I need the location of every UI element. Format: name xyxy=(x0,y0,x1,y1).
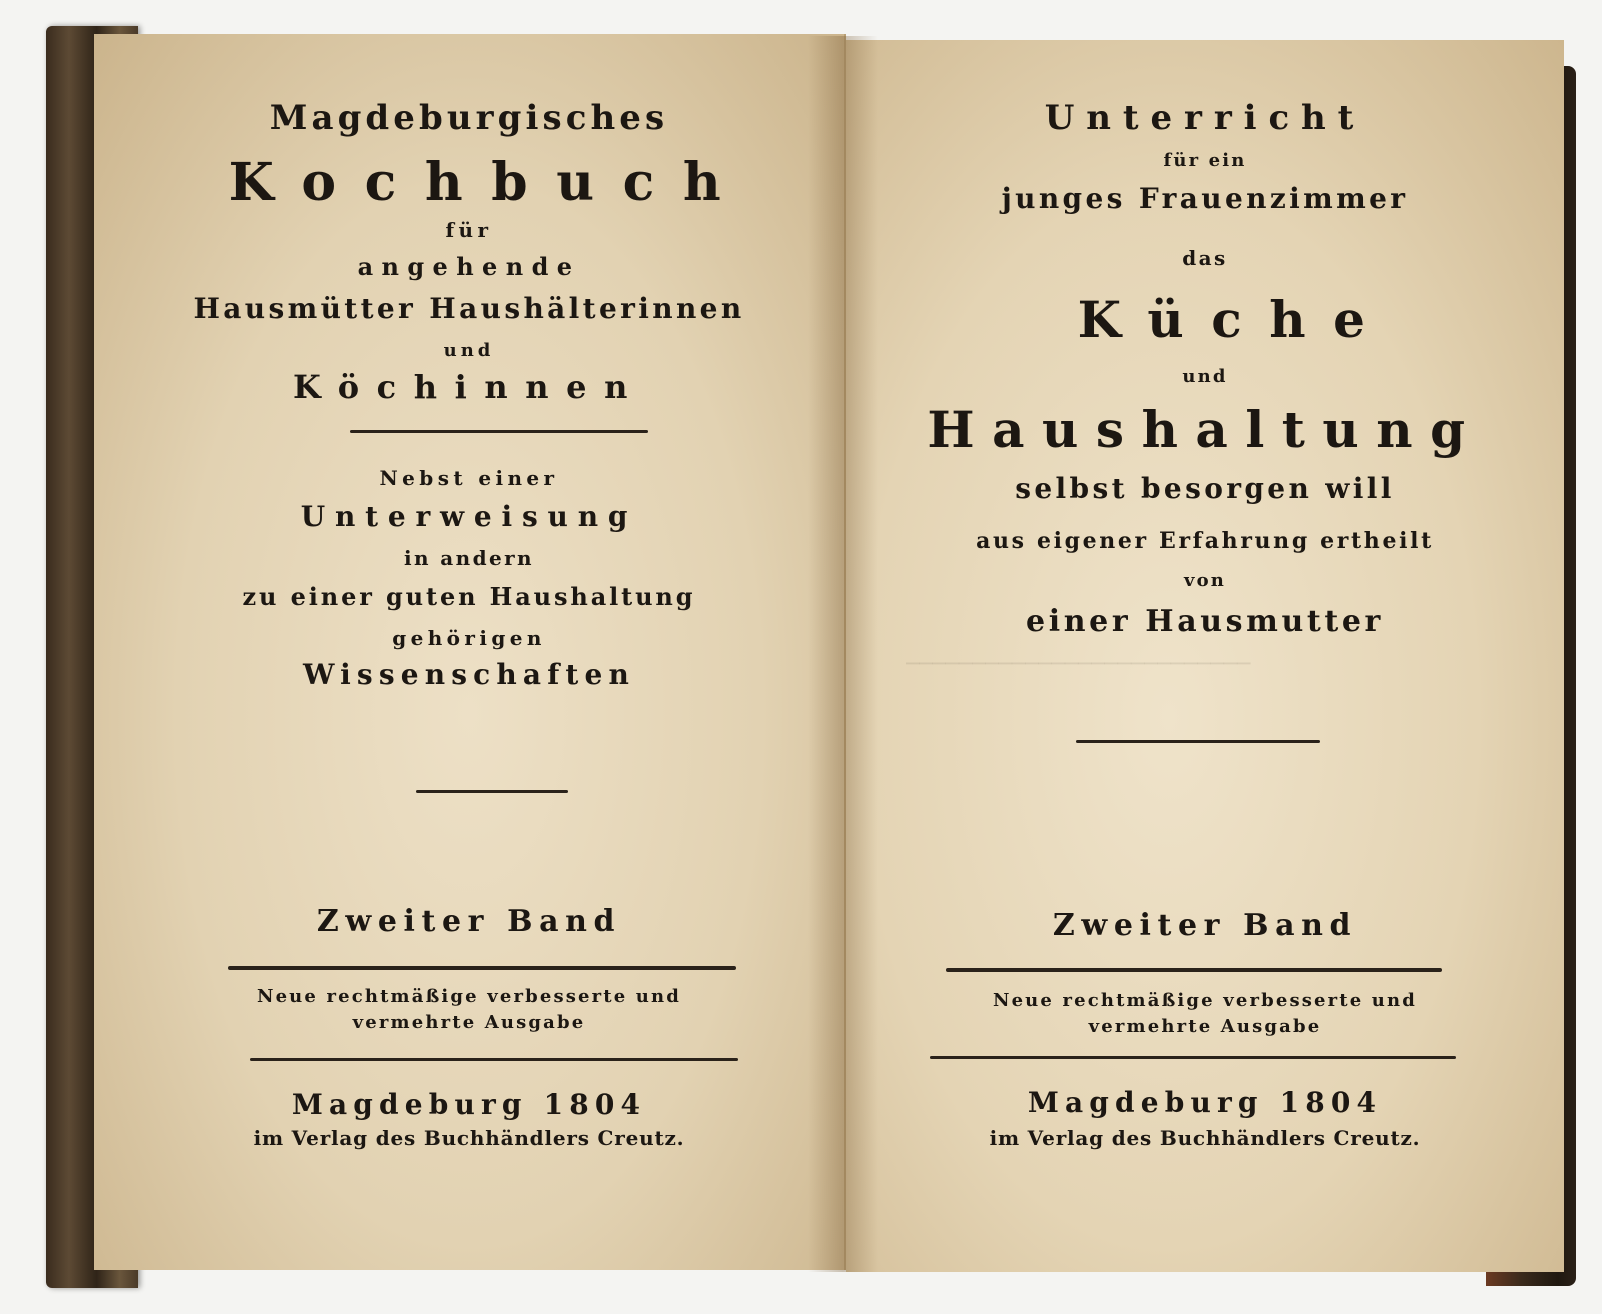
left-text-in-andern: in andern xyxy=(404,546,534,570)
left-publisher: im Verlag des Buchhändlers Creutz. xyxy=(253,1126,685,1150)
left-text-fuer: für xyxy=(445,218,493,242)
left-text-gehoerigen: gehörigen xyxy=(392,626,546,650)
open-book xyxy=(46,26,1576,1288)
left-divider-1 xyxy=(350,430,648,433)
right-divider-2 xyxy=(946,968,1442,972)
left-text-angehende: angehende xyxy=(357,252,581,281)
right-text-und: und xyxy=(1182,366,1228,387)
right-divider-1 xyxy=(1076,740,1320,743)
right-text-frauenzimmer: junges Frauenzimmer xyxy=(1001,182,1409,215)
right-edition-line1: Neue rechtmäßige verbesserte und xyxy=(992,990,1418,1011)
left-text-wissenschaften: Wissenschaften xyxy=(303,658,635,691)
right-text-das: das xyxy=(1182,246,1228,270)
left-divider-3 xyxy=(228,966,736,970)
left-title-line2: Kochbuch xyxy=(228,152,750,213)
right-divider-3 xyxy=(930,1056,1456,1059)
right-text-fuer-ein: für ein xyxy=(1163,150,1247,171)
left-text-nebst-einer: Nebst einer xyxy=(379,466,559,490)
left-title-line1: Magdeburgisches xyxy=(269,98,669,138)
left-text-koechinnen: Köchinnen xyxy=(293,368,645,406)
right-text-erfahrung: aus eigener Erfahrung ertheilt xyxy=(976,528,1434,554)
right-text-selbst-besorgen: selbst besorgen will xyxy=(1015,472,1395,505)
right-show-through-text: ────────────────────────── xyxy=(906,652,1251,677)
left-text-hausmuetter: Hausmütter Haushälterinnen xyxy=(193,292,745,325)
left-text-und: und xyxy=(443,340,495,361)
left-text-unterweisung: Unterweisung xyxy=(300,500,638,533)
left-title-page xyxy=(94,34,846,1270)
right-title-line1: Unterricht xyxy=(1044,98,1366,138)
right-place-year: Magdeburg 1804 xyxy=(1027,1086,1383,1119)
left-text-haushaltung: zu einer guten Haushaltung xyxy=(242,582,696,611)
right-title-page xyxy=(846,40,1564,1272)
left-edition-line2: vermehrte Ausgabe xyxy=(352,1012,586,1033)
left-divider-2 xyxy=(416,790,568,793)
right-publisher: im Verlag des Buchhändlers Creutz. xyxy=(989,1126,1421,1150)
right-text-hausmutter: einer Hausmutter xyxy=(1026,604,1384,639)
right-edition-line2: vermehrte Ausgabe xyxy=(1088,1016,1322,1037)
right-text-haushaltung: Haushaltung xyxy=(927,400,1483,459)
left-place-year: Magdeburg 1804 xyxy=(291,1088,647,1121)
left-edition-line1: Neue rechtmäßige verbesserte und xyxy=(256,986,682,1007)
right-text-kueche: Küche xyxy=(1077,290,1393,349)
right-text-von: von xyxy=(1183,570,1227,591)
left-divider-4 xyxy=(250,1058,738,1061)
right-volume: Zweiter Band xyxy=(1052,908,1358,943)
left-volume: Zweiter Band xyxy=(316,904,622,939)
